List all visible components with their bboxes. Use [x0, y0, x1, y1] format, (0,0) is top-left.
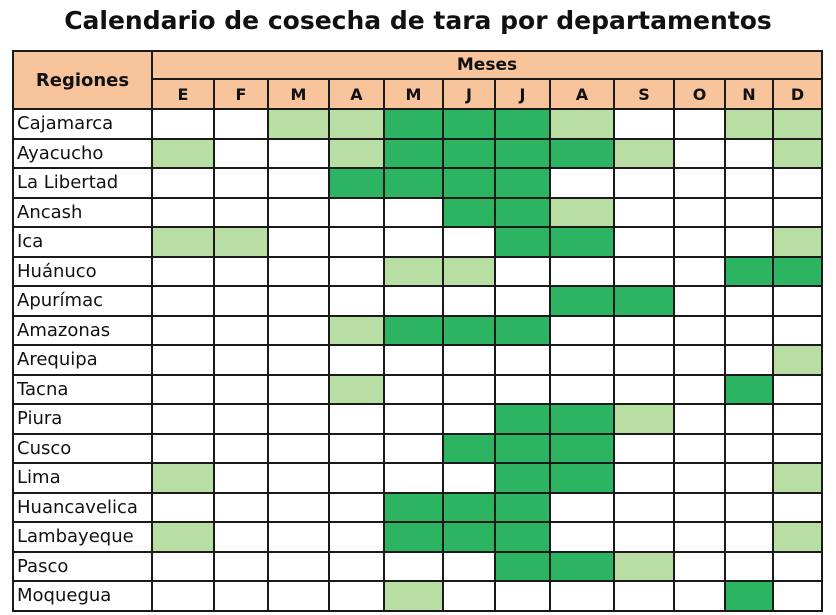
- region-name: La Libertad: [13, 168, 152, 198]
- harvest-cell: [550, 286, 614, 316]
- harvest-cell: [725, 493, 773, 523]
- harvest-cell: [495, 375, 550, 405]
- harvest-cell: [443, 404, 495, 434]
- harvest-cell: [773, 316, 822, 346]
- harvest-cell: [495, 227, 550, 257]
- region-name: Tacna: [13, 375, 152, 405]
- table-row: [13, 463, 822, 493]
- harvest-cell: [384, 286, 443, 316]
- harvest-cell: [384, 345, 443, 375]
- harvest-cell: [384, 316, 443, 346]
- harvest-cell: [773, 404, 822, 434]
- table-row: [13, 168, 822, 198]
- harvest-cell: [384, 552, 443, 582]
- harvest-cell: [614, 109, 674, 139]
- harvest-cell: [725, 581, 773, 611]
- harvest-cell: [268, 227, 329, 257]
- harvest-cell: [268, 463, 329, 493]
- region-name: Piura: [13, 404, 152, 434]
- harvest-cell: [550, 493, 614, 523]
- harvest-cell: [674, 345, 725, 375]
- harvest-cell: [268, 109, 329, 139]
- harvest-cell: [550, 257, 614, 287]
- region-name: Lambayeque: [13, 522, 152, 552]
- harvest-calendar-table: [12, 50, 823, 612]
- table-row: [13, 493, 822, 523]
- harvest-cell: [329, 109, 384, 139]
- harvest-cell: [495, 581, 550, 611]
- harvest-cell: [214, 434, 268, 464]
- region-name: Moquegua: [13, 581, 152, 611]
- harvest-cell: [152, 581, 214, 611]
- harvest-cell: [152, 257, 214, 287]
- harvest-cell: [152, 493, 214, 523]
- harvest-cell: [674, 139, 725, 169]
- table-row: [13, 581, 822, 611]
- harvest-cell: [329, 463, 384, 493]
- month-header-5: M: [384, 79, 443, 109]
- harvest-cell: [152, 139, 214, 169]
- harvest-cell: [614, 404, 674, 434]
- harvest-cell: [329, 522, 384, 552]
- months-header: Meses: [152, 51, 822, 79]
- harvest-cell: [268, 404, 329, 434]
- harvest-cell: [674, 434, 725, 464]
- table-row: [13, 434, 822, 464]
- month-header-11: N: [725, 79, 773, 109]
- harvest-cell: [384, 227, 443, 257]
- table-row: [13, 404, 822, 434]
- harvest-cell: [550, 139, 614, 169]
- harvest-cell: [214, 316, 268, 346]
- harvest-cell: [495, 198, 550, 228]
- harvest-cell: [725, 375, 773, 405]
- harvest-cell: [550, 345, 614, 375]
- harvest-cell: [214, 286, 268, 316]
- harvest-cell: [674, 552, 725, 582]
- harvest-cell: [384, 522, 443, 552]
- harvest-cell: [550, 316, 614, 346]
- harvest-cell: [725, 286, 773, 316]
- harvest-cell: [152, 109, 214, 139]
- harvest-cell: [773, 434, 822, 464]
- harvest-cell: [214, 493, 268, 523]
- harvest-cell: [674, 168, 725, 198]
- table-row: [13, 139, 822, 169]
- harvest-cell: [495, 463, 550, 493]
- harvest-cell: [614, 286, 674, 316]
- harvest-cell: [214, 345, 268, 375]
- harvest-cell: [329, 168, 384, 198]
- harvest-cell: [773, 345, 822, 375]
- harvest-cell: [725, 345, 773, 375]
- harvest-cell: [725, 522, 773, 552]
- page-title: Calendario de cosecha de tara por departamentos: [64, 6, 772, 35]
- harvest-cell: [268, 345, 329, 375]
- harvest-cell: [773, 168, 822, 198]
- region-name: Huancavelica: [13, 493, 152, 523]
- month-header-7: J: [495, 79, 550, 109]
- table-row: [13, 522, 822, 552]
- harvest-cell: [152, 552, 214, 582]
- harvest-cell: [214, 109, 268, 139]
- harvest-cell: [152, 227, 214, 257]
- harvest-cell: [773, 493, 822, 523]
- harvest-cell: [329, 198, 384, 228]
- harvest-cell: [550, 198, 614, 228]
- harvest-cell: [495, 552, 550, 582]
- table-row: [13, 257, 822, 287]
- harvest-cell: [268, 257, 329, 287]
- month-header-2: F: [214, 79, 268, 109]
- harvest-cell: [725, 109, 773, 139]
- harvest-cell: [443, 463, 495, 493]
- table-header-row-top: [13, 51, 822, 79]
- harvest-cell: [329, 493, 384, 523]
- harvest-cell: [550, 463, 614, 493]
- harvest-cell: [674, 286, 725, 316]
- harvest-cell: [614, 522, 674, 552]
- harvest-cell: [214, 552, 268, 582]
- harvest-cell: [384, 257, 443, 287]
- region-name: Amazonas: [13, 316, 152, 346]
- table-row: [13, 198, 822, 228]
- harvest-cell: [725, 139, 773, 169]
- harvest-cell: [152, 375, 214, 405]
- month-header-10: O: [674, 79, 725, 109]
- harvest-cell: [152, 434, 214, 464]
- harvest-cell: [384, 434, 443, 464]
- harvest-cell: [614, 493, 674, 523]
- harvest-cell: [443, 257, 495, 287]
- harvest-cell: [152, 198, 214, 228]
- harvest-cell: [384, 375, 443, 405]
- month-header-3: M: [268, 79, 329, 109]
- harvest-cell: [495, 316, 550, 346]
- harvest-cell: [674, 493, 725, 523]
- harvest-cell: [268, 552, 329, 582]
- harvest-cell: [495, 257, 550, 287]
- harvest-cell: [773, 139, 822, 169]
- harvest-cell: [725, 257, 773, 287]
- month-header-6: J: [443, 79, 495, 109]
- harvest-cell: [443, 493, 495, 523]
- harvest-cell: [674, 581, 725, 611]
- table-row: [13, 227, 822, 257]
- harvest-cell: [495, 404, 550, 434]
- harvest-cell: [614, 198, 674, 228]
- harvest-cell: [329, 375, 384, 405]
- harvest-cell: [773, 257, 822, 287]
- harvest-cell: [443, 345, 495, 375]
- harvest-cell: [725, 198, 773, 228]
- harvest-cell: [495, 345, 550, 375]
- harvest-cell: [614, 345, 674, 375]
- harvest-cell: [329, 345, 384, 375]
- harvest-cell: [495, 139, 550, 169]
- harvest-cell: [773, 463, 822, 493]
- harvest-cell: [384, 581, 443, 611]
- harvest-cell: [268, 522, 329, 552]
- region-name: Ica: [13, 227, 152, 257]
- harvest-cell: [773, 375, 822, 405]
- harvest-cell: [329, 286, 384, 316]
- harvest-cell: [443, 286, 495, 316]
- table-row: [13, 286, 822, 316]
- harvest-cell: [674, 316, 725, 346]
- harvest-cell: [614, 463, 674, 493]
- table-row: [13, 375, 822, 405]
- harvest-cell: [550, 404, 614, 434]
- harvest-cell: [214, 168, 268, 198]
- harvest-cell: [329, 552, 384, 582]
- harvest-cell: [495, 522, 550, 552]
- harvest-cell: [495, 109, 550, 139]
- harvest-cell: [674, 522, 725, 552]
- harvest-cell: [674, 257, 725, 287]
- harvest-cell: [725, 316, 773, 346]
- harvest-cell: [214, 227, 268, 257]
- harvest-cell: [725, 404, 773, 434]
- harvest-cell: [152, 286, 214, 316]
- harvest-cell: [550, 552, 614, 582]
- harvest-cell: [214, 463, 268, 493]
- region-name: Cajamarca: [13, 109, 152, 139]
- harvest-cell: [725, 434, 773, 464]
- harvest-cell: [614, 168, 674, 198]
- harvest-cell: [384, 139, 443, 169]
- harvest-cell: [384, 168, 443, 198]
- harvest-cell: [443, 168, 495, 198]
- harvest-cell: [384, 198, 443, 228]
- harvest-cell: [268, 375, 329, 405]
- harvest-cell: [773, 552, 822, 582]
- harvest-cell: [268, 493, 329, 523]
- harvest-cell: [614, 139, 674, 169]
- region-name: Apurímac: [13, 286, 152, 316]
- harvest-cell: [773, 227, 822, 257]
- harvest-cell: [725, 552, 773, 582]
- harvest-cell: [443, 198, 495, 228]
- harvest-cell: [550, 434, 614, 464]
- harvest-cell: [495, 493, 550, 523]
- harvest-cell: [550, 375, 614, 405]
- month-header-9: S: [614, 79, 674, 109]
- harvest-cell: [614, 581, 674, 611]
- harvest-cell: [214, 581, 268, 611]
- harvest-cell: [550, 581, 614, 611]
- harvest-cell: [674, 227, 725, 257]
- harvest-cell: [674, 375, 725, 405]
- harvest-cell: [214, 198, 268, 228]
- table-row: [13, 316, 822, 346]
- region-name: Pasco: [13, 552, 152, 582]
- harvest-cell: [614, 375, 674, 405]
- harvest-cell: [773, 286, 822, 316]
- harvest-cell: [268, 581, 329, 611]
- harvest-cell: [268, 139, 329, 169]
- harvest-cell: [214, 139, 268, 169]
- harvest-cell: [614, 257, 674, 287]
- harvest-cell: [329, 434, 384, 464]
- harvest-cell: [152, 316, 214, 346]
- table-row: [13, 552, 822, 582]
- region-name: Ancash: [13, 198, 152, 228]
- harvest-cell: [443, 227, 495, 257]
- harvest-cell: [443, 316, 495, 346]
- harvest-cell: [152, 522, 214, 552]
- harvest-cell: [384, 463, 443, 493]
- region-name: Cusco: [13, 434, 152, 464]
- regions-header: Regiones: [13, 51, 152, 109]
- harvest-cell: [614, 316, 674, 346]
- harvest-cell: [674, 109, 725, 139]
- harvest-cell: [443, 552, 495, 582]
- harvest-cell: [214, 404, 268, 434]
- harvest-cell: [443, 522, 495, 552]
- harvest-cell: [674, 463, 725, 493]
- region-name: Arequipa: [13, 345, 152, 375]
- month-header-4: A: [329, 79, 384, 109]
- harvest-cell: [674, 404, 725, 434]
- harvest-cell: [443, 375, 495, 405]
- harvest-cell: [443, 581, 495, 611]
- harvest-cell: [329, 581, 384, 611]
- harvest-cell: [495, 168, 550, 198]
- harvest-cell: [495, 434, 550, 464]
- harvest-cell: [329, 404, 384, 434]
- harvest-cell: [384, 109, 443, 139]
- harvest-cell: [550, 522, 614, 552]
- month-header-1: E: [152, 79, 214, 109]
- harvest-cell: [268, 286, 329, 316]
- harvest-cell: [550, 109, 614, 139]
- harvest-cell: [329, 316, 384, 346]
- harvest-cell: [152, 168, 214, 198]
- harvest-cell: [268, 168, 329, 198]
- harvest-cell: [268, 316, 329, 346]
- harvest-cell: [329, 139, 384, 169]
- harvest-cell: [725, 463, 773, 493]
- harvest-cell: [152, 404, 214, 434]
- harvest-cell: [384, 404, 443, 434]
- harvest-cell: [384, 493, 443, 523]
- harvest-cell: [614, 434, 674, 464]
- harvest-cell: [268, 434, 329, 464]
- harvest-cell: [614, 552, 674, 582]
- harvest-cell: [495, 286, 550, 316]
- harvest-cell: [268, 198, 329, 228]
- harvest-cell: [214, 375, 268, 405]
- harvest-cell: [773, 109, 822, 139]
- harvest-cell: [214, 522, 268, 552]
- harvest-cell: [674, 198, 725, 228]
- region-name: Ayacucho: [13, 139, 152, 169]
- harvest-cell: [773, 198, 822, 228]
- harvest-cell: [443, 434, 495, 464]
- table-row: [13, 345, 822, 375]
- harvest-cell: [443, 109, 495, 139]
- harvest-cell: [550, 227, 614, 257]
- harvest-cell: [152, 345, 214, 375]
- table-row: [13, 109, 822, 139]
- harvest-cell: [214, 257, 268, 287]
- region-name: Huánuco: [13, 257, 152, 287]
- month-header-8: A: [550, 79, 614, 109]
- month-header-12: D: [773, 79, 822, 109]
- harvest-cell: [329, 227, 384, 257]
- harvest-cell: [329, 257, 384, 287]
- region-name: Lima: [13, 463, 152, 493]
- harvest-cell: [550, 168, 614, 198]
- harvest-cell: [725, 227, 773, 257]
- harvest-cell: [725, 168, 773, 198]
- harvest-cell: [443, 139, 495, 169]
- harvest-cell: [152, 463, 214, 493]
- harvest-cell: [773, 522, 822, 552]
- harvest-cell: [773, 581, 822, 611]
- harvest-cell: [614, 227, 674, 257]
